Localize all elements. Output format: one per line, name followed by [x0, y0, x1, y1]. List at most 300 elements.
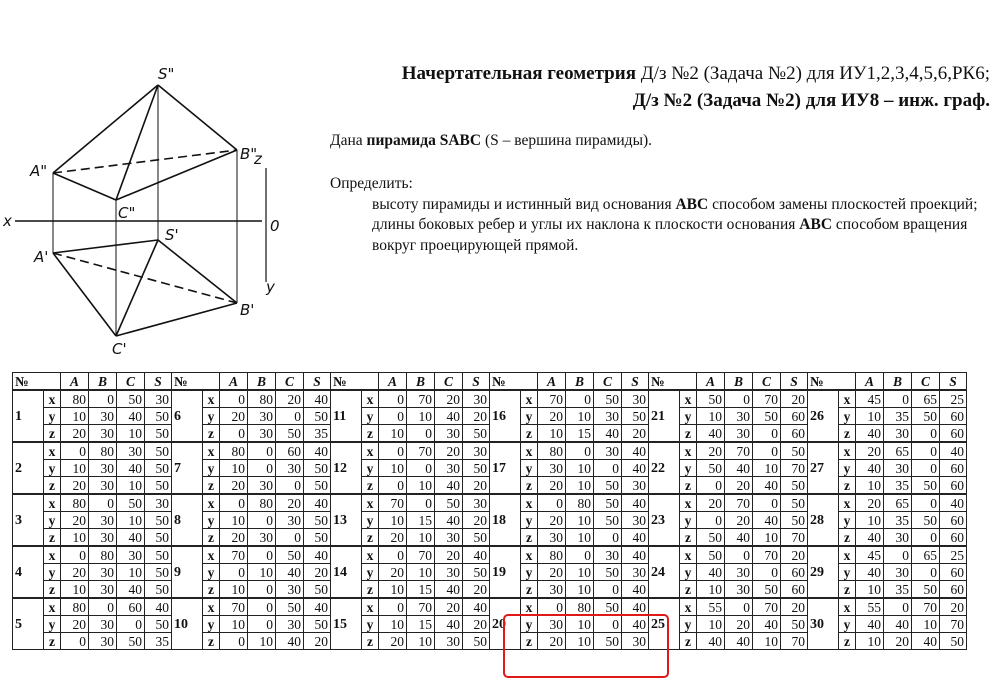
variant-number: 7	[172, 442, 203, 494]
axis-label: z	[680, 477, 697, 495]
coordinate-cell: 65	[912, 390, 940, 408]
coordinate-cell: 0	[912, 494, 940, 512]
coordinate-cell: 45	[856, 546, 884, 564]
heading-subject: Начертательная геометрия	[401, 63, 636, 84]
coordinate-cell: 10	[566, 408, 594, 425]
coordinate-cell: 80	[248, 494, 276, 512]
header-point: S	[145, 373, 172, 391]
coordinate-cell: 40	[622, 598, 649, 616]
coordinate-cell: 50	[753, 581, 781, 599]
label-a2: A"	[30, 162, 48, 180]
coordinate-cell: 0	[566, 390, 594, 408]
axis-label: x	[680, 598, 697, 616]
variant-number: 17	[490, 442, 521, 494]
axis-label: z	[521, 581, 538, 599]
axis-label: x	[362, 598, 379, 616]
coordinate-cell: 80	[61, 390, 89, 408]
coordinate-cell: 20	[538, 408, 566, 425]
axis-label: y	[680, 616, 697, 633]
coordinate-cell: 20	[781, 546, 808, 564]
coordinate-cell: 70	[725, 494, 753, 512]
header-number: №	[172, 373, 220, 391]
coordinate-cell: 40	[856, 460, 884, 477]
coordinate-cell: 35	[884, 512, 912, 529]
coordinate-cell: 70	[781, 460, 808, 477]
coordinate-cell: 50	[781, 442, 808, 460]
coordinate-cell: 50	[781, 616, 808, 633]
coordinate-cell: 0	[753, 442, 781, 460]
coordinate-cell: 0	[248, 581, 276, 599]
label-c1: C'	[112, 340, 127, 358]
coordinate-cell: 0	[379, 477, 407, 495]
axis-label: x	[839, 494, 856, 512]
variant-number: 28	[808, 494, 839, 546]
coordinate-cell: 70	[725, 442, 753, 460]
header-point: A	[220, 373, 248, 391]
coordinate-cell: 40	[940, 494, 967, 512]
axis-label: z	[362, 581, 379, 599]
coordinate-cell: 80	[89, 546, 117, 564]
coordinate-cell: 40	[463, 598, 490, 616]
coordinate-cell: 50	[463, 425, 490, 443]
coordinate-cell: 50	[594, 512, 622, 529]
coordinate-cell: 20	[538, 512, 566, 529]
coordinate-cell: 40	[725, 529, 753, 547]
header-point: S	[940, 373, 967, 391]
coordinate-cell: 40	[276, 564, 304, 581]
coordinate-cell: 0	[379, 598, 407, 616]
axis-label: x	[44, 390, 61, 408]
axis-label: z	[44, 425, 61, 443]
coordinate-cell: 10	[566, 633, 594, 650]
coordinate-cell: 50	[276, 425, 304, 443]
coordinate-cell: 10	[407, 477, 435, 495]
axis-label: y	[44, 616, 61, 633]
variant-number: 20	[490, 598, 521, 650]
coordinate-cell: 70	[538, 390, 566, 408]
coordinate-cell: 0	[248, 546, 276, 564]
coordinate-cell: 50	[781, 494, 808, 512]
coordinate-cell: 35	[304, 425, 331, 443]
coordinate-cell: 40	[940, 442, 967, 460]
coordinate-cell: 10	[566, 512, 594, 529]
header-point: A	[379, 373, 407, 391]
coordinate-cell: 0	[276, 477, 304, 495]
coordinate-cell: 20	[856, 442, 884, 460]
coordinate-cell: 0	[725, 546, 753, 564]
coordinate-cell: 30	[435, 425, 463, 443]
axis-label: y	[362, 512, 379, 529]
pyramid-projection-drawing	[0, 55, 300, 370]
coordinate-cell: 10	[697, 581, 725, 599]
coordinate-cell: 30	[89, 529, 117, 547]
coordinate-cell: 50	[117, 633, 145, 650]
coordinate-cell: 40	[117, 460, 145, 477]
label-z: z	[254, 150, 262, 168]
axis-label: y	[521, 564, 538, 581]
coordinate-cell: 25	[940, 390, 967, 408]
coordinate-cell: 0	[594, 460, 622, 477]
coordinate-cell: 30	[89, 477, 117, 495]
coordinate-cell: 10	[856, 408, 884, 425]
header-point: S	[781, 373, 808, 391]
table-row	[13, 390, 967, 408]
axis-label: x	[839, 442, 856, 460]
coordinate-cell: 20	[622, 425, 649, 443]
coordinate-cell: 60	[940, 581, 967, 599]
coordinate-cell: 50	[463, 564, 490, 581]
coordinate-cell: 50	[912, 581, 940, 599]
coordinate-cell: 0	[912, 442, 940, 460]
label-b2: B"	[240, 145, 258, 163]
coordinate-cell: 50	[304, 616, 331, 633]
heading-assignment: Д/з №2 (Задача №2) для ИУ1,2,3,4,5,6,РК6;	[640, 63, 990, 84]
coordinate-cell: 50	[594, 494, 622, 512]
variant-number: 25	[649, 598, 680, 650]
axis-label: y	[362, 564, 379, 581]
coordinate-cell: 60	[940, 512, 967, 529]
axis-label: x	[203, 546, 220, 564]
table-row	[13, 598, 967, 616]
coordinate-cell: 0	[89, 390, 117, 408]
coordinate-cell: 0	[725, 598, 753, 616]
coordinate-cell: 80	[61, 598, 89, 616]
given-object: пирамида SABC	[366, 132, 482, 149]
coordinate-cell: 50	[697, 460, 725, 477]
header-point: C	[435, 373, 463, 391]
coordinate-cell: 50	[781, 512, 808, 529]
coordinate-cell: 0	[248, 442, 276, 460]
axis-label: x	[203, 390, 220, 408]
task-item-1	[330, 195, 980, 216]
axis-label: y	[839, 512, 856, 529]
coordinate-cell: 0	[220, 494, 248, 512]
axis-label: x	[680, 494, 697, 512]
variant-number: 26	[808, 390, 839, 442]
coordinate-cell: 30	[117, 442, 145, 460]
axis-label: x	[44, 598, 61, 616]
axis-label: x	[521, 546, 538, 564]
coordinate-cell: 50	[276, 598, 304, 616]
coordinate-cell: 80	[538, 546, 566, 564]
coordinate-cell: 50	[435, 494, 463, 512]
header-point: B	[725, 373, 753, 391]
coordinate-cell: 65	[884, 494, 912, 512]
axis-label: x	[680, 442, 697, 460]
coordinate-cell: 20	[379, 529, 407, 547]
coordinate-cell: 70	[407, 546, 435, 564]
given-prefix: Дана	[330, 132, 363, 149]
coordinate-cell: 0	[379, 408, 407, 425]
coordinate-cell: 10	[856, 477, 884, 495]
coordinate-cell: 20	[781, 598, 808, 616]
coordinate-cell: 0	[538, 598, 566, 616]
coordinate-cell: 40	[622, 442, 649, 460]
axis-label: x	[362, 546, 379, 564]
header-point: C	[594, 373, 622, 391]
given-statement	[330, 132, 652, 150]
coordinate-cell: 40	[856, 425, 884, 443]
header-point: C	[276, 373, 304, 391]
coordinate-cell: 20	[61, 425, 89, 443]
coordinate-cell: 40	[697, 564, 725, 581]
axis-label: y	[680, 564, 697, 581]
label-c2: C"	[118, 204, 136, 222]
coordinate-cell: 50	[145, 442, 172, 460]
coordinate-cell: 20	[379, 633, 407, 650]
coordinate-cell: 50	[145, 581, 172, 599]
coordinate-cell: 40	[856, 564, 884, 581]
axis-label: y	[521, 512, 538, 529]
axis-label: y	[680, 512, 697, 529]
axis-label: z	[44, 477, 61, 495]
coordinate-cell: 10	[856, 512, 884, 529]
coordinate-cell: 50	[594, 598, 622, 616]
coordinate-cell: 20	[61, 477, 89, 495]
coordinate-cell: 20	[435, 442, 463, 460]
coordinate-cell: 0	[594, 529, 622, 547]
coordinate-cell: 20	[463, 408, 490, 425]
coordinate-cell: 20	[220, 408, 248, 425]
coordinate-cell: 20	[463, 616, 490, 633]
coordinate-cell: 40	[594, 425, 622, 443]
coordinate-cell: 20	[379, 564, 407, 581]
coordinate-cell: 0	[61, 442, 89, 460]
axis-label: y	[839, 408, 856, 425]
coordinate-cell: 30	[145, 494, 172, 512]
coordinate-cell: 50	[117, 494, 145, 512]
coordinate-cell: 30	[884, 529, 912, 547]
coordinate-cell: 25	[940, 546, 967, 564]
coordinate-cell: 50	[912, 512, 940, 529]
axis-label: z	[680, 529, 697, 547]
coordinate-cell: 70	[753, 598, 781, 616]
coordinate-cell: 50	[304, 460, 331, 477]
axis-label: y	[203, 564, 220, 581]
axis-label: x	[203, 442, 220, 460]
coordinate-cell: 20	[435, 598, 463, 616]
coordinate-cell: 10	[117, 564, 145, 581]
coordinate-cell: 40	[463, 546, 490, 564]
coordinate-cell: 50	[697, 546, 725, 564]
coordinate-cell: 50	[304, 408, 331, 425]
coordinate-cell: 40	[725, 633, 753, 650]
coordinate-cell: 10	[379, 581, 407, 599]
axis-label: x	[839, 390, 856, 408]
coordinate-cell: 60	[940, 529, 967, 547]
coordinate-cell: 70	[407, 598, 435, 616]
coordinate-cell: 50	[145, 512, 172, 529]
coordinate-cell: 0	[912, 425, 940, 443]
coordinate-cell: 10	[61, 581, 89, 599]
coordinate-cell: 30	[276, 460, 304, 477]
coordinate-cell: 70	[407, 442, 435, 460]
variant-number: 23	[649, 494, 680, 546]
coordinate-cell: 30	[145, 390, 172, 408]
coordinate-cell: 40	[753, 477, 781, 495]
axis-label: z	[839, 425, 856, 443]
coordinate-cell: 10	[220, 460, 248, 477]
variant-number: 30	[808, 598, 839, 650]
coordinate-cell: 30	[435, 529, 463, 547]
coordinate-cell: 50	[304, 529, 331, 547]
coordinate-cell: 20	[697, 442, 725, 460]
coordinate-cell: 40	[304, 390, 331, 408]
coordinate-cell: 20	[463, 581, 490, 599]
coordinate-cell: 0	[61, 633, 89, 650]
coordinate-cell: 40	[304, 442, 331, 460]
coordinate-cell: 20	[725, 512, 753, 529]
header-point: S	[304, 373, 331, 391]
coordinate-cell: 0	[566, 546, 594, 564]
coordinate-cell: 50	[145, 408, 172, 425]
coordinate-cell: 10	[566, 460, 594, 477]
variant-number: 15	[331, 598, 362, 650]
coordinate-cell: 10	[248, 633, 276, 650]
variant-number: 1	[13, 390, 44, 442]
coordinate-cell: 50	[753, 408, 781, 425]
header-point: C	[753, 373, 781, 391]
coordinate-cell: 70	[407, 390, 435, 408]
coordinate-cell: 30	[248, 529, 276, 547]
coordinate-cell: 0	[407, 494, 435, 512]
table-row	[13, 546, 967, 564]
coordinate-cell: 40	[117, 581, 145, 599]
header-number: №	[331, 373, 379, 391]
axis-label: x	[521, 442, 538, 460]
coordinate-cell: 50	[117, 390, 145, 408]
coordinate-cell: 40	[884, 616, 912, 633]
header-point: B	[884, 373, 912, 391]
label-s2: S"	[158, 65, 175, 83]
coordinate-cell: 10	[117, 425, 145, 443]
coordinate-cell: 30	[89, 408, 117, 425]
coordinate-cell: 0	[884, 546, 912, 564]
coordinate-cell: 0	[753, 425, 781, 443]
coordinate-cell: 50	[145, 477, 172, 495]
coordinate-cell: 0	[220, 425, 248, 443]
variant-number: 8	[172, 494, 203, 546]
coordinate-cell: 0	[884, 598, 912, 616]
coordinate-cell: 80	[61, 494, 89, 512]
coordinate-cell: 40	[753, 616, 781, 633]
coordinate-cell: 10	[566, 564, 594, 581]
coordinate-cell: 20	[435, 390, 463, 408]
coordinate-cell: 30	[622, 477, 649, 495]
coordinate-cell: 40	[697, 425, 725, 443]
coordinate-cell: 0	[912, 564, 940, 581]
header-point: A	[697, 373, 725, 391]
coordinate-cell: 30	[538, 616, 566, 633]
axis-label: y	[203, 616, 220, 633]
coordinate-cell: 70	[940, 616, 967, 633]
coordinate-cell: 30	[117, 546, 145, 564]
coordinate-cell: 10	[379, 616, 407, 633]
coordinate-cell: 10	[61, 529, 89, 547]
coordinate-cell: 10	[856, 633, 884, 650]
coordinate-cell: 40	[304, 494, 331, 512]
table-row	[13, 442, 967, 460]
coordinate-cell: 30	[725, 408, 753, 425]
coordinate-cell: 50	[145, 616, 172, 633]
axis-label: z	[680, 581, 697, 599]
variant-number: 5	[13, 598, 44, 650]
coordinate-cell: 20	[220, 477, 248, 495]
coordinate-cell: 60	[781, 581, 808, 599]
coordinate-cell: 10	[61, 460, 89, 477]
coordinate-cell: 80	[248, 390, 276, 408]
coordinate-cell: 10	[753, 460, 781, 477]
coordinate-cell: 50	[145, 529, 172, 547]
coordinate-cell: 50	[463, 460, 490, 477]
label-a1: A'	[34, 248, 49, 266]
coordinate-cell: 30	[89, 581, 117, 599]
coordinate-cell: 20	[304, 633, 331, 650]
axis-label: x	[362, 494, 379, 512]
coordinate-cell: 20	[884, 633, 912, 650]
axis-label: y	[839, 564, 856, 581]
coordinate-cell: 50	[594, 477, 622, 495]
coordinate-cell: 20	[435, 546, 463, 564]
coordinate-cell: 30	[435, 460, 463, 477]
variant-number: 3	[13, 494, 44, 546]
coordinate-cell: 0	[220, 390, 248, 408]
coordinate-cell: 10	[379, 512, 407, 529]
coordinate-cell: 50	[304, 581, 331, 599]
coordinate-cell: 0	[725, 390, 753, 408]
variant-number: 19	[490, 546, 521, 598]
axis-label: y	[521, 616, 538, 633]
coordinate-cell: 15	[407, 616, 435, 633]
coordinate-cell: 70	[781, 633, 808, 650]
coordinate-cell: 20	[697, 494, 725, 512]
coordinate-cell: 40	[753, 512, 781, 529]
coordinate-cell: 40	[145, 598, 172, 616]
coordinate-cell: 30	[725, 425, 753, 443]
axis-label: z	[203, 581, 220, 599]
coordinate-cell: 50	[145, 564, 172, 581]
coordinate-cell: 20	[61, 564, 89, 581]
coordinate-cell: 40	[856, 529, 884, 547]
coordinate-cell: 30	[89, 425, 117, 443]
axis-label: z	[203, 529, 220, 547]
axis-label: y	[839, 460, 856, 477]
coordinate-cell: 30	[276, 512, 304, 529]
task-label: Определить:	[330, 175, 413, 192]
axis-label: z	[44, 529, 61, 547]
axis-label: y	[203, 512, 220, 529]
coordinate-cell: 0	[89, 494, 117, 512]
coordinate-cell: 70	[379, 494, 407, 512]
variants-table	[12, 372, 967, 650]
coordinate-cell: 50	[912, 408, 940, 425]
axis-label: z	[839, 529, 856, 547]
coordinate-cell: 0	[379, 546, 407, 564]
axis-label: z	[680, 425, 697, 443]
coordinate-cell: 20	[940, 598, 967, 616]
coordinate-cell: 40	[725, 460, 753, 477]
header-number: №	[808, 373, 856, 391]
coordinate-cell: 0	[248, 616, 276, 633]
coordinate-cell: 40	[912, 633, 940, 650]
coordinate-cell: 0	[884, 390, 912, 408]
coordinate-cell: 60	[117, 598, 145, 616]
coordinate-cell: 20	[538, 633, 566, 650]
coordinate-cell: 80	[220, 442, 248, 460]
coordinate-cell: 70	[781, 529, 808, 547]
coordinate-cell: 40	[435, 408, 463, 425]
coordinate-cell: 20	[538, 477, 566, 495]
